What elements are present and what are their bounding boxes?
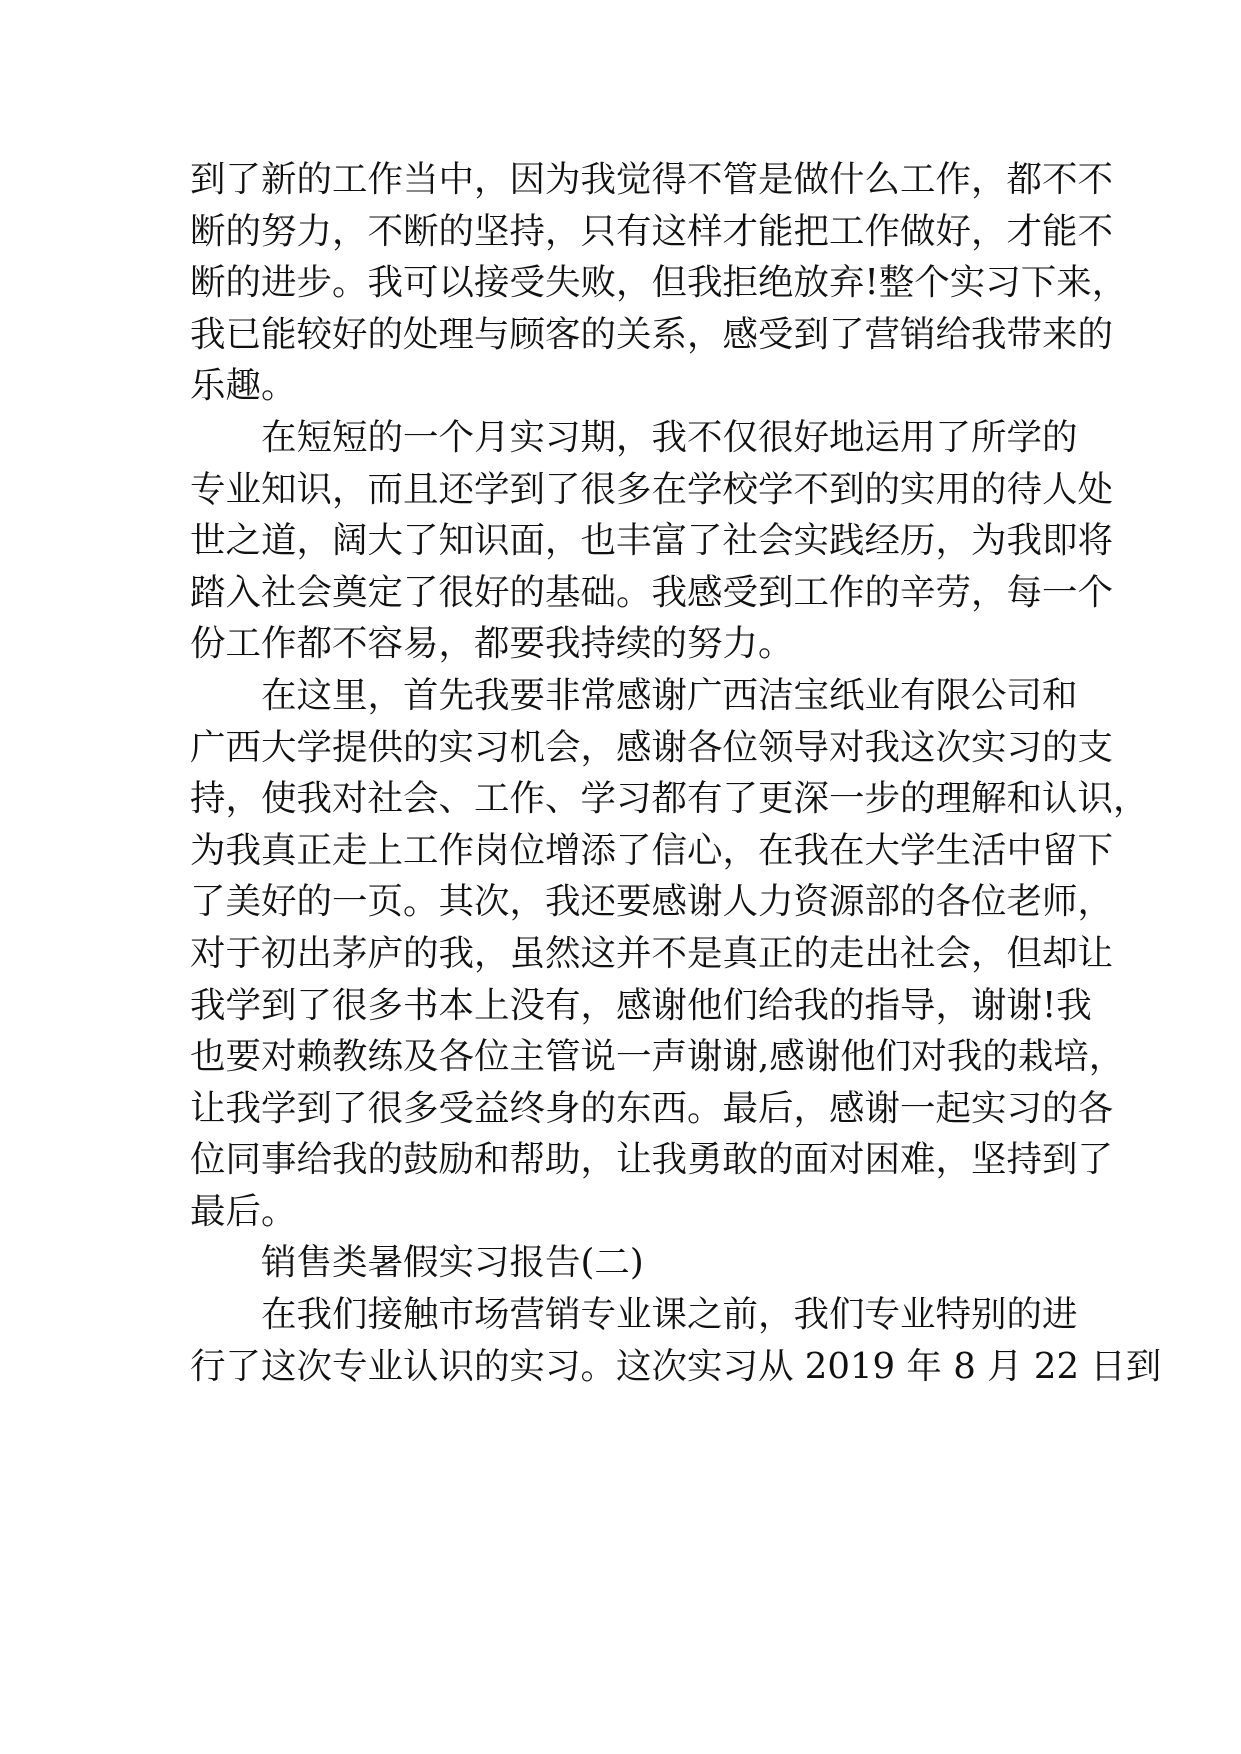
- text-line: 广西大学提供的实习机会，感谢各位领导对我这次实习的支: [190, 726, 1114, 768]
- text-line: 了美好的一页。其次，我还要感谢人力资源部的各位老师，: [190, 881, 1114, 923]
- section-heading: [190, 1237, 1050, 1289]
- text-line: 也要对赖教练及各位主管说一声谢谢,感谢他们对我的栽培，: [190, 1036, 1125, 1078]
- paragraph-internship-gains: [190, 412, 1114, 670]
- text-line: 乐趣。: [190, 365, 297, 407]
- paragraph-report-two-intro: [190, 1289, 1162, 1392]
- text-line: 世之道，阔大了知识面，也丰富了社会实践经历，为我即将: [190, 520, 1114, 562]
- text-line: 份工作都不容易，都要我持续的努力。: [190, 623, 794, 665]
- text-line: 在短短的一个月实习期，我不仅很好地运用了所学的: [261, 416, 1078, 458]
- text-line: 为我真正走上工作岗位增添了信心，在我在大学生活中留下: [190, 829, 1114, 871]
- text-line: 持，使我对社会、工作、学习都有了更深一步的理解和认识，: [190, 778, 1149, 820]
- text-line: 到了新的工作当中，因为我觉得不管是做什么工作，都不不: [190, 159, 1114, 200]
- text-line: 断的努力，不断的坚持，只有这样才能把工作做好，才能不: [190, 210, 1114, 252]
- text-line: 在这里，首先我要非常感谢广西洁宝纸业有限公司和: [261, 674, 1078, 716]
- section-title: 销售类暑假实习报告(二): [261, 1242, 644, 1284]
- text-line: 踏入社会奠定了很好的基础。我感受到工作的辛劳，每一个: [190, 571, 1114, 613]
- text-line: 断的进步。我可以接受失败，但我拒绝放弃!整个实习下来，: [190, 262, 1128, 304]
- text-line: 我已能较好的处理与顾客的关系，感受到了营销给我带来的: [190, 313, 1114, 355]
- text-line: 最后。: [190, 1190, 297, 1232]
- text-line: 行了这次专业认识的实习。这次实习从 2019 年 8 月 22 日到: [190, 1345, 1162, 1387]
- text-line: 位同事给我的鼓励和帮助，让我勇敢的面对困难，坚持到了: [190, 1139, 1114, 1181]
- paragraph-conclusion-of-previous: [190, 154, 1128, 412]
- text-line: 在我们接触市场营销专业课之前，我们专业特别的进: [261, 1294, 1078, 1336]
- text-line: 对于初出茅庐的我，虽然这并不是真正的走出社会，但却让: [190, 932, 1114, 974]
- document-body: [190, 154, 1162, 1392]
- text-line: 专业知识，而且还学到了很多在学校学不到的实用的待人处: [190, 468, 1114, 510]
- text-line: 让我学到了很多受益终身的东西。最后，感谢一起实习的各: [190, 1087, 1114, 1129]
- paragraph-acknowledgements: [190, 670, 1149, 1238]
- text-line: 我学到了很多书本上没有，感谢他们给我的指导，谢谢!我: [190, 984, 1092, 1026]
